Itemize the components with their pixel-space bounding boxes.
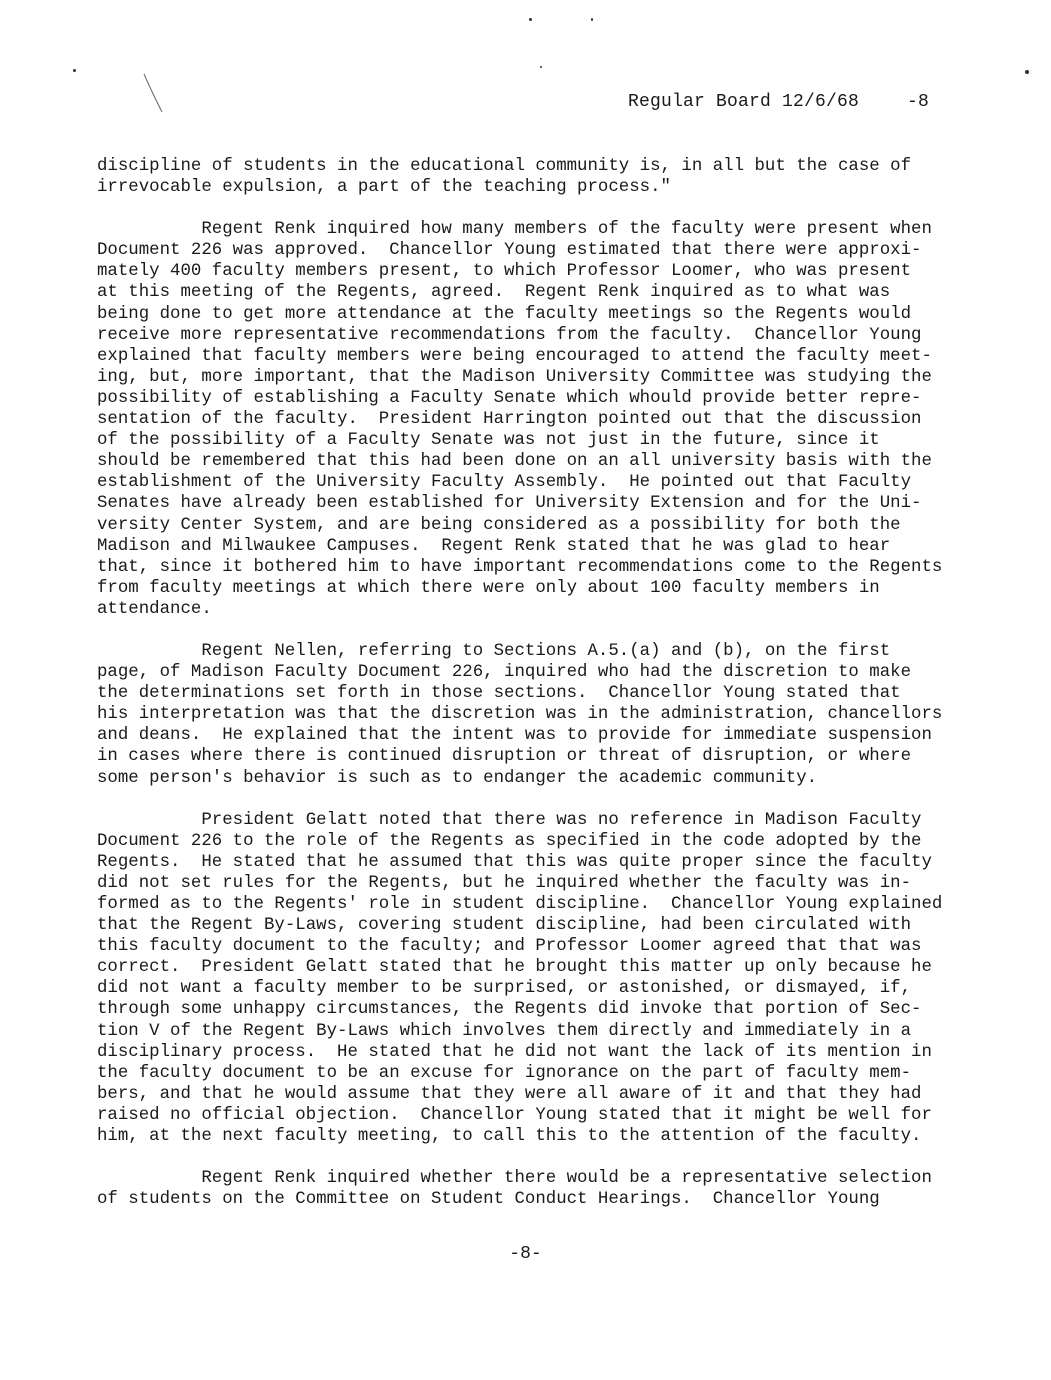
text-line: formed as to the Regents' role in student discipline. Chancellor Young explained (97, 895, 943, 914)
text-line: should be remembered that this had been done on an all university basis with the (97, 452, 932, 472)
text-line: the faculty document to be an excuse for ignorance on the part of faculty mem- (97, 1063, 912, 1083)
text-line: at this meeting of the Regents, agreed. Regent Renk inquired as to what was (97, 283, 891, 303)
text-line: establishment of the University Faculty Assembly. He pointed out that Faculty (97, 473, 912, 493)
text-line: of the possibility of a Faculty Senate was not just in the future, since it (97, 431, 880, 451)
text-line: Madison and Milwaukee Campuses. Regent Renk stated that he was glad to hear (97, 536, 891, 556)
text-line: Senates have already been established for University Extension and for the Uni- (97, 494, 922, 514)
text-line: him, at the next faculty meeting, to call this to the attention of the faculty. (97, 1127, 922, 1147)
text-line: his interpretation was that the discretion was in the administration, chancellors (97, 705, 943, 725)
text-line: being done to get more attendance at the faculty meetings so the Regents would (97, 304, 912, 324)
text-line: discipline of students in the educational community is, in all but the case of (97, 157, 912, 176)
text-line: ing, but, more important, that the Madison University Committee was studying the (97, 367, 932, 387)
text-line: did not set rules for the Regents, but he inquired whether the faculty was in- (97, 873, 912, 893)
header-page-number: -8 (907, 92, 930, 112)
text-line: some person's behavior is such as to endanger the academic community. (97, 768, 818, 788)
text-line: attendance. (97, 599, 212, 619)
text-line: disciplinary process. He stated that he did not want the lack of its mention in (97, 1042, 932, 1062)
text-line: that the Regent By-Laws, covering student discipline, had been circulated with (97, 916, 912, 936)
paragraph (97, 810, 957, 1148)
page-footer (0, 1244, 1051, 1264)
text-line: Document 226 to the role of the Regents as specified in the code adopted by the (97, 831, 922, 851)
text-line: Regent Renk inquired how many members of the faculty were present when (97, 220, 932, 240)
text-line: through some unhappy circumstances, the Regents did invoke that portion of Sec- (97, 1000, 922, 1020)
text-line: the determinations set forth in those sections. Chancellor Young stated that (97, 684, 901, 704)
text-line: that, since it bothered him to have important recommendations come to the Regents (97, 557, 943, 577)
text-line: from faculty meetings at which there were only about 100 faculty members in (97, 578, 880, 598)
text-line: sentation of the faculty. President Harrington pointed out that the discussion (97, 410, 922, 430)
paragraph (97, 156, 957, 198)
text-line: this faculty document to the faculty; and Professor Loomer agreed that that was (97, 937, 922, 957)
text-line: mately 400 faculty members present, to which Professor Loomer, who was present (97, 262, 912, 282)
text-line: Regent Nellen, referring to Sections A.5.(a) and (b), on the first (97, 641, 891, 661)
footer-page-label: -8- (509, 1244, 542, 1264)
paragraph (97, 641, 957, 789)
scan-speck (1025, 70, 1029, 74)
text-line: versity Center System, and are being considered as a possibility for both the (97, 515, 901, 535)
scan-mark (140, 70, 170, 120)
text-line: possibility of establishing a Faculty Senate which whould provide better repre- (97, 388, 922, 408)
text-line: Regent Renk inquired whether there would be a representative selection (97, 1169, 932, 1189)
text-line: correct. President Gelatt stated that he brought this matter up only because he (97, 958, 932, 978)
text-line: bers, and that he would assume that they were all aware of it and that they had (97, 1084, 922, 1104)
scan-speck (529, 18, 532, 21)
scan-speck (540, 66, 542, 68)
text-line: explained that faculty members were being encouraged to attend the faculty meet- (97, 346, 932, 366)
scan-speck (591, 18, 593, 21)
header-title: Regular Board 12/6/68 (628, 92, 860, 112)
scan-speck (73, 69, 76, 72)
text-line: of students on the Committee on Student Conduct Hearings. Chancellor Young (97, 1190, 880, 1210)
text-line: page, of Madison Faculty Document 226, inquired who had the discretion to make (97, 663, 912, 683)
text-line: tion V of the Regent By-Laws which involves them directly and immediately in a (97, 1021, 912, 1041)
text-line: in cases where there is continued disruption or threat of disruption, or where (97, 747, 912, 767)
text-line: Regents. He stated that he assumed that this was quite proper since the faculty (97, 852, 932, 872)
text-line: receive more representative recommendations from the faculty. Chancellor Young (97, 325, 922, 345)
text-line: and deans. He explained that the intent was to provide for immediate suspension (97, 726, 932, 746)
page-header (628, 92, 929, 112)
text-line: raised no official objection. Chancellor Young stated that it might be well for (97, 1105, 932, 1125)
paragraph (97, 219, 957, 620)
text-line: President Gelatt noted that there was no reference in Madison Faculty (97, 810, 922, 830)
paragraph (97, 1168, 957, 1210)
text-line: Document 226 was approved. Chancellor Young estimated that there were approxi- (97, 241, 922, 261)
text-line: did not want a faculty member to be surprised, or astonished, or dismayed, if, (97, 979, 912, 999)
document-body (97, 156, 957, 1210)
text-line: irrevocable expulsion, a part of the teaching process." (97, 178, 671, 198)
